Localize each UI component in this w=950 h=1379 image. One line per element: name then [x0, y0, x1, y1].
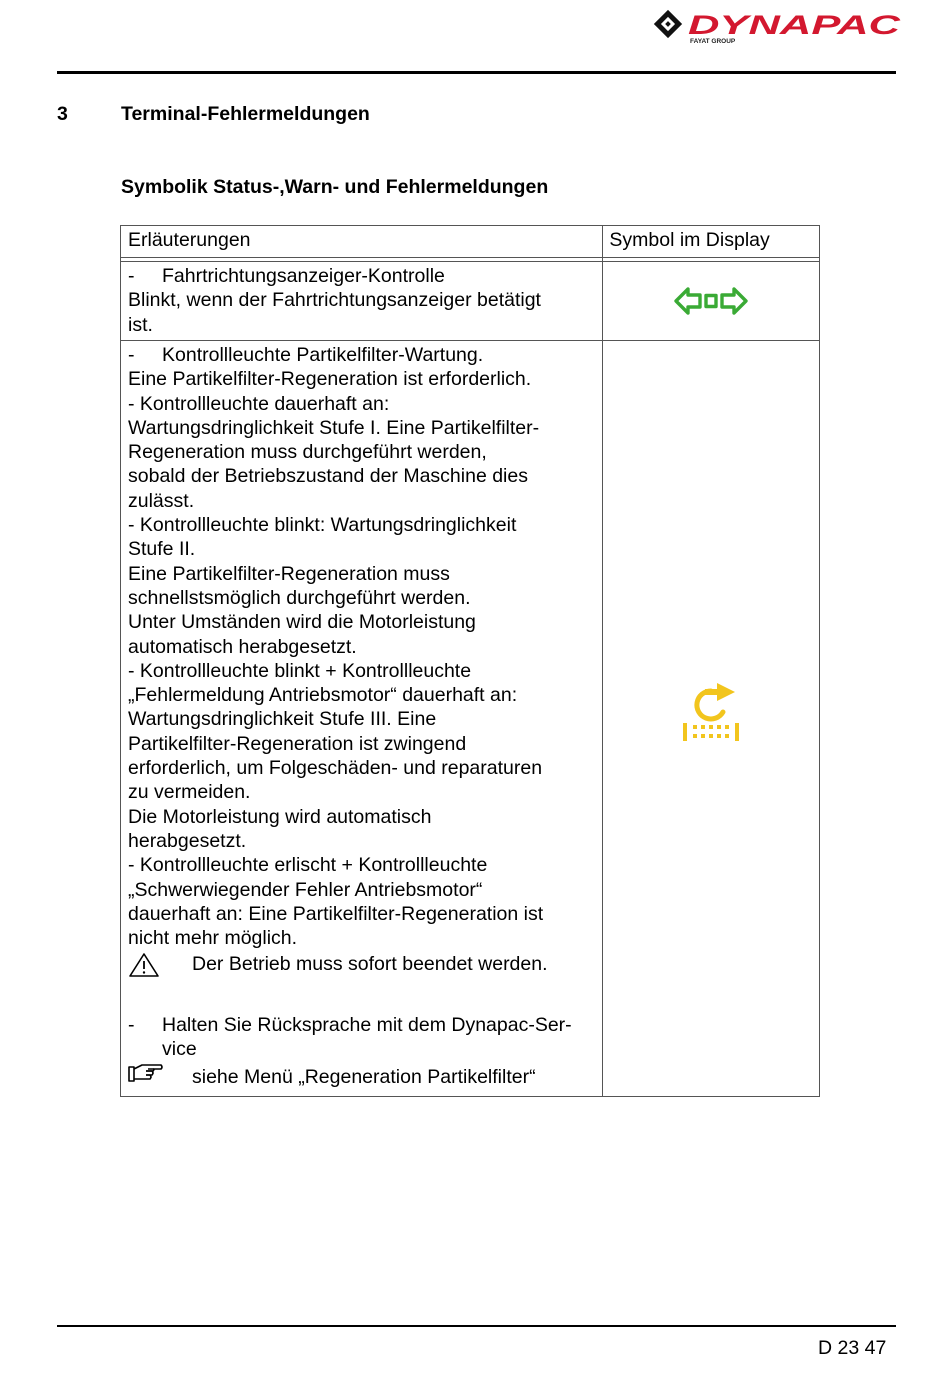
column-header-symbol: Symbol im Display: [609, 229, 770, 251]
row-text: ist.: [128, 313, 153, 336]
header-rule: [57, 71, 896, 74]
list-item: - Kontrollleuchte blinkt: Wartungsdringlichkeit Stufe II. Eine Partikelfilter-Regeneration muss schnellstsmöglich durchgeführt werden. Unter Umständen wird die Motorleistung automatisch herabgesetzt.: [128, 514, 517, 658]
list-item: - Kontrollleuchte blinkt + Kontrollleuchte „Fehlermeldung Antriebsmotor“ dauerhaft an: Wartungsdringlichkeit Stufe III. Eine Partikelfilter-Regeneration ist zwingend erforderlich, um Folgeschäden- und reparaturen zu vermeiden. Die Motorleistung wird automatisch herabgesetzt.: [128, 659, 543, 852]
table-header-row: [121, 226, 820, 258]
turn-signal-icon: [673, 284, 749, 318]
section-number: 3: [57, 103, 68, 125]
row-text: Blinkt, wenn der Fahrtrichtungsanzeiger betätigt: [128, 289, 541, 312]
table-row: [121, 341, 820, 1097]
symbol-table: [120, 225, 820, 1097]
row-title: Kontrollleuchte Partikelfilter-Wartung.: [162, 344, 484, 366]
list-item: - Kontrollleuchte dauerhaft an: Wartungsdringlichkeit Stufe I. Eine Partikelfilter- Regeneration muss durchgeführt werden, sobald der Betriebszustand der Maschine dies zulässt.: [128, 392, 540, 512]
table-row: [121, 262, 820, 341]
section-subtitle: Symbolik Status-,Warn- und Fehlermeldungen: [121, 176, 549, 198]
warning-text: Der Betrieb muss sofort beendet werden.: [192, 953, 548, 976]
section-title: Terminal-Fehlermeldungen: [121, 103, 370, 125]
logo-wordmark: DYNAPAC: [688, 10, 901, 40]
document-number: D 23 47: [818, 1337, 887, 1359]
row-dash: -: [128, 344, 135, 366]
service-note: Halten Sie Rücksprache mit dem Dynapac-Ser- vice: [162, 1013, 572, 1061]
list-item: - Kontrollleuchte erlischt + Kontrollleuchte „Schwerwiegender Fehler Antriebsmotor“ dauerhaft an: Eine Partikelfilter-Regeneration ist nicht mehr möglich.: [128, 854, 544, 950]
reference-text: siehe Menü „Regeneration Partikelfilter“: [192, 1066, 536, 1089]
row-dash: -: [128, 265, 135, 287]
pointing-hand-icon: [128, 1061, 164, 1083]
footer-rule: [57, 1325, 896, 1327]
logo-subtext: FAYAT GROUP: [690, 38, 736, 45]
particle-filter-icon: [681, 679, 741, 743]
row-dash: -: [128, 1013, 135, 1036]
row-intro: Eine Partikelfilter-Regeneration ist erforderlich.: [128, 368, 532, 391]
warning-icon: [128, 952, 160, 978]
column-header-explanation: Erläuterungen: [128, 229, 251, 251]
row-title: Fahrtrichtungsanzeiger-Kontrolle: [162, 265, 445, 287]
dynapac-logo: [652, 8, 902, 48]
